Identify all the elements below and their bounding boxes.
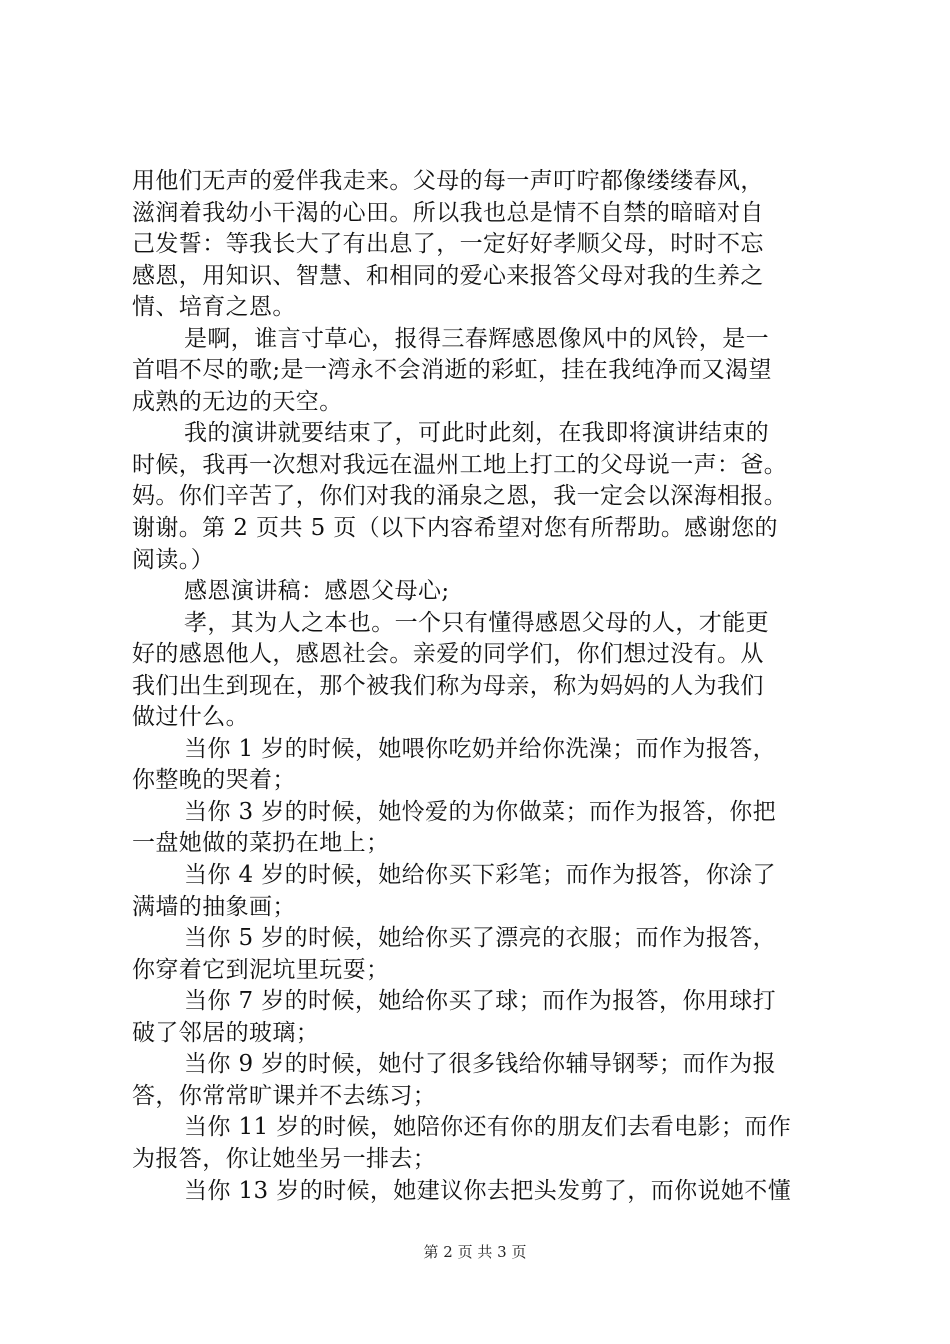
paragraph-start-line: 当你 11 岁的时候，她陪你还有你的朋友们去看电影；而作 (184, 1114, 792, 1141)
text-line: 破了邻居的玻璃； (132, 1019, 320, 1046)
paragraph-start-line: 当你 9 岁的时候，她付了很多钱给你辅导钢琴；而作为报 (184, 1051, 777, 1078)
paragraph-start-line: 我的演讲就要结束了，可此时此刻，在我即将演讲结束的 (184, 420, 769, 447)
text-line: 滋润着我幼小干渴的心田。所以我也总是情不自禁的暗暗对自 (132, 199, 764, 226)
page-number-label: 第 2 页 共 3 页 (423, 1243, 527, 1261)
text-line: 为报答，你让她坐另一排去； (132, 1145, 437, 1172)
paragraph-start-line: 当你 5 岁的时候，她给你买了漂亮的衣服；而作为报答， (184, 925, 777, 952)
text-line: 情、培育之恩。 (132, 294, 296, 321)
text-line: 满墙的抽象画； (132, 893, 296, 920)
text-line: 谢谢。第 2 页共 5 页（以下内容希望对您有所帮助。感谢您的 (132, 515, 778, 542)
section-heading-line: 感恩演讲稿：感恩父母心; (184, 578, 450, 605)
text-line: 答，你常常旷课并不去练习； (132, 1082, 437, 1109)
body-text (132, 166, 830, 1207)
page-footer (0, 1242, 950, 1262)
text-line: 用他们无声的爱伴我走来。父母的每一声叮咛都像缕缕春风， (132, 168, 764, 194)
paragraph-start-line: 孝，其为人之本也。一个只有懂得感恩父母的人，才能更 (184, 609, 769, 636)
text-line: 妈。你们辛苦了，你们对我的涌泉之恩，我一定会以深海相报。 (132, 483, 788, 510)
text-line: 成熟的无边的天空。 (132, 388, 343, 415)
paragraph-start-line: 是啊，谁言寸草心，报得三春辉感恩像风中的风铃，是一 (184, 325, 769, 352)
paragraph-start-line: 当你 1 岁的时候，她喂你吃奶并给你洗澡；而作为报答， (184, 735, 777, 762)
text-line: 感恩，用知识、智慧、和相同的爱心来报答父母对我的生养之 (132, 262, 764, 289)
text-line: 我们出生到现在，那个被我们称为母亲，称为妈妈的人为我们 (132, 672, 764, 699)
text-line: 阅读。） (132, 546, 215, 573)
paragraph-start-line: 当你 3 岁的时候，她怜爱的为你做菜；而作为报答，你把 (184, 798, 777, 825)
text-line: 己发誓：等我长大了有出息了，一定好好孝顺父母，时时不忘 (132, 231, 764, 258)
text-line: 你穿着它到泥坑里玩耍； (132, 956, 390, 983)
text-line: 首唱不尽的歌;是一湾永不会消逝的彩虹，挂在我纯净而又渴望 (132, 357, 772, 384)
text-line: 一盘她做的菜扔在地上； (132, 830, 390, 857)
text-line: 你整晚的哭着； (132, 767, 296, 794)
paragraph-start-line: 当你 4 岁的时候，她给你买下彩笔；而作为报答，你涂了 (184, 862, 777, 889)
text-line: 好的感恩他人，感恩社会。亲爱的同学们，你们想过没有。从 (132, 641, 764, 668)
text-line: 做过什么。 (132, 704, 249, 731)
paragraph-start-line: 当你 7 岁的时候，她给你买了球；而作为报答，你用球打 (184, 988, 777, 1015)
text-line: 时候，我再一次想对我远在温州工地上打工的父母说一声：爸。 (132, 451, 788, 478)
paragraph-start-line: 当你 13 岁的时候，她建议你去把头发剪了，而你说她不懂 (184, 1177, 792, 1204)
